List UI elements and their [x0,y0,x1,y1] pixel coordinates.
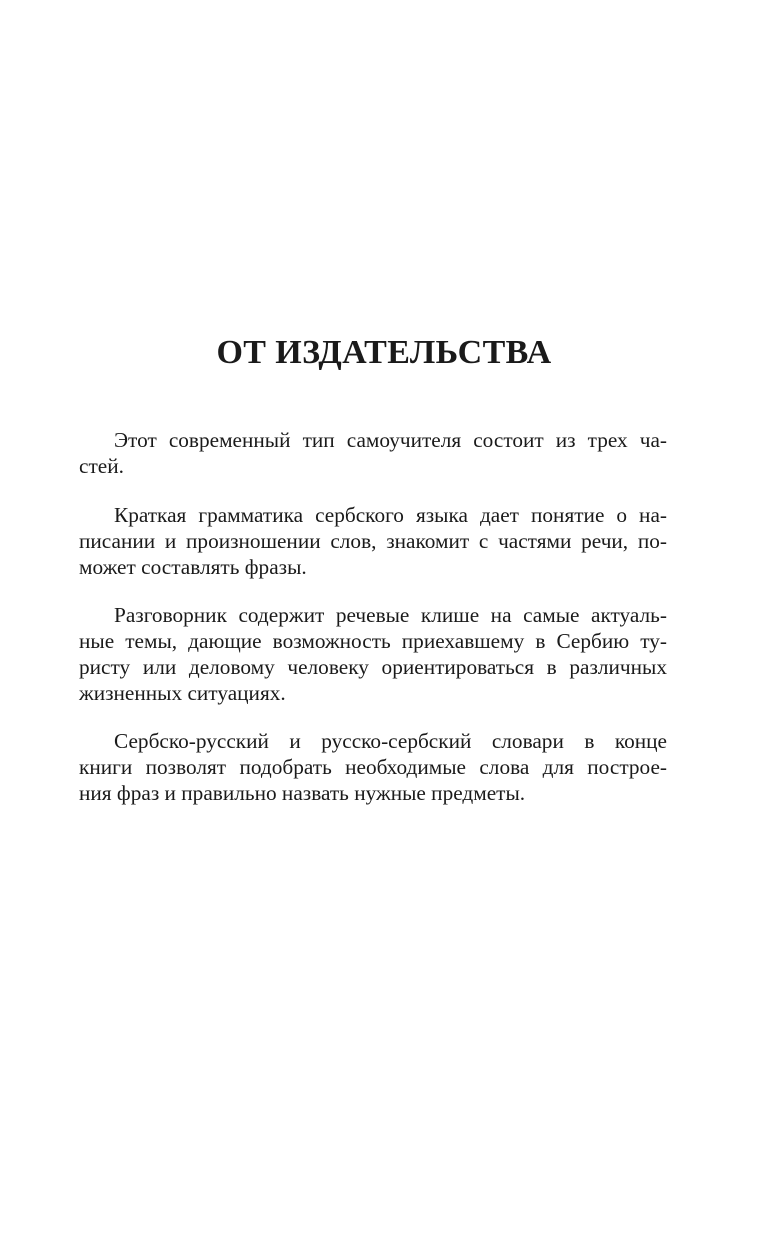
paragraph-line: жизненных ситуациях. [79,681,286,705]
paragraph-phrasebook [79,602,667,706]
paragraph-grammar [79,502,667,580]
paragraph-line: писании и произношении слов, знакомит с частями речи, по- [79,529,667,553]
paragraph-intro [79,427,667,479]
paragraph-dictionaries [79,728,667,806]
paragraph-line: Разговорник содержит речевые клише на самые актуаль- [114,603,667,627]
paragraph-line: ные темы, дающие возможность приехавшему в Сербию ту- [79,629,667,653]
paragraph-line: Этот современный тип самоучителя состоит из трех ча- [114,428,667,452]
paragraph-line: ристу или деловому человеку ориентироваться в различных [79,655,667,679]
paragraph-line: книги позволят подобрать необходимые слова для построе- [79,755,667,779]
paragraph-line: стей. [79,454,124,478]
paragraph-line: Краткая грамматика сербского языка дает понятие о на- [114,503,667,527]
paragraph-line: Сербско-русский и русско-сербский словари в конце [114,729,667,753]
paragraph-line: может составлять фразы. [79,555,307,579]
page-title: ОТ ИЗДАТЕЛЬСТВА [216,334,552,371]
paragraph-line: ния фраз и правильно назвать нужные предметы. [79,781,526,805]
